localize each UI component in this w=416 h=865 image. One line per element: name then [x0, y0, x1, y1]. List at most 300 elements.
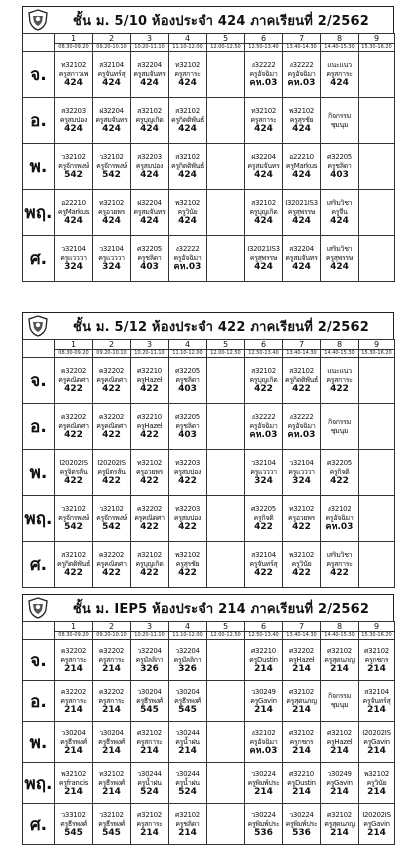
day-row	[23, 52, 395, 98]
subject-code: ส32203	[61, 107, 86, 115]
teacher-name: ครูสกาวเพ	[58, 70, 89, 78]
teacher-name: ครูพิมพ์ประ	[285, 819, 318, 828]
subject-code: ว32204	[175, 646, 200, 655]
period-number: 7	[283, 340, 321, 350]
room-number: 424	[140, 170, 159, 180]
class-cell	[283, 358, 321, 404]
subject-code: ศ32102	[289, 687, 314, 696]
teacher-name: ครูแวววา	[288, 468, 315, 476]
room-number: 214	[64, 663, 83, 674]
subject-code: ว32204	[137, 646, 162, 655]
room-number: 422	[330, 568, 349, 578]
room-number: 214	[254, 786, 273, 797]
class-cell	[131, 542, 169, 588]
period-number: 3	[131, 34, 169, 44]
class-cell	[169, 681, 207, 722]
teacher-name: ครูสุดนภญ	[324, 655, 355, 664]
room-number: 214	[330, 745, 349, 756]
period-number: 8	[321, 34, 359, 44]
day-label: ศ.	[23, 542, 55, 588]
teacher-name: ครูสมจันทร	[133, 208, 166, 216]
room-number: 214	[64, 745, 83, 756]
subject-code: เสริมวิชา	[326, 199, 353, 207]
subject-code: ศ32210	[251, 646, 276, 655]
subject-code: ค32202	[98, 646, 125, 655]
teacher-name: ครูน้ำฝน	[137, 778, 162, 787]
subject-code: ฝ32204	[137, 199, 162, 207]
teacher-name: ครูมิตรลัน	[97, 468, 126, 476]
teacher-name: ครูอัจฉิมา	[249, 70, 278, 78]
period-time: 10.20-11.10	[131, 44, 169, 52]
day-label: พฤ.	[23, 496, 55, 542]
room-number: 422	[292, 384, 311, 394]
day-label: พ.	[23, 144, 55, 190]
room-number: 422	[140, 522, 159, 532]
class-cell	[283, 98, 321, 144]
teacher-name: ครูจิตรลัน	[59, 468, 88, 476]
teacher-name: ครูกิตติพันธ์	[170, 162, 205, 170]
day-row	[23, 681, 395, 722]
subject-code: ว33102	[61, 810, 86, 819]
schedule-block	[22, 312, 394, 588]
class-cell	[169, 52, 207, 98]
subject-code: ส32204	[289, 245, 314, 253]
class-cell	[207, 98, 245, 144]
subject-code: ท32102	[98, 769, 125, 778]
class-cell	[321, 98, 359, 144]
room-number: 424	[254, 262, 273, 272]
teacher-name: ครูสการะ	[174, 70, 201, 78]
teacher-name: ครูHazel	[326, 737, 353, 746]
teacher-name: ครูกิจติ	[329, 468, 350, 476]
day-label: อ.	[23, 98, 55, 144]
subject-code: ส32104	[99, 61, 124, 69]
class-cell	[359, 144, 395, 190]
teacher-name: ครูGavin	[363, 819, 390, 828]
subject-code: ส32102	[251, 367, 276, 375]
room-number: 326	[140, 663, 159, 674]
period-number: 9	[359, 34, 395, 44]
room-number: 422	[330, 476, 349, 486]
period-number: 1	[55, 340, 93, 350]
class-cell	[207, 542, 245, 588]
teacher-name: ครูแวววา	[98, 254, 125, 262]
teacher-name: ครูกิตติพันธ์	[284, 376, 319, 384]
class-cell	[283, 144, 321, 190]
day-row	[23, 496, 395, 542]
teacher-name: ชุมนุม	[330, 426, 349, 435]
class-cell	[93, 98, 131, 144]
teacher-name: ครูสุพรรษ	[325, 254, 354, 262]
period-time: 12.50-13.40	[245, 632, 283, 640]
room-number: 214	[292, 704, 311, 715]
room-number: 326	[178, 663, 197, 674]
schedule-title: ชั้น ม. 5/10 ห้องประจำ 424 ภาคเรียนที่ 2/2562	[73, 13, 369, 29]
room-number: 545	[140, 704, 159, 715]
room-number: 422	[102, 568, 121, 578]
teacher-name: ครูจันทร์สุ	[249, 560, 278, 568]
class-cell	[245, 640, 283, 681]
subject-code: ศ32102	[327, 646, 352, 655]
period-number: 5	[207, 340, 245, 350]
subject-code: ท32102	[136, 459, 163, 467]
subject-code: ส32102	[289, 367, 314, 375]
timetable	[22, 339, 395, 588]
class-cell	[359, 542, 395, 588]
class-cell	[55, 236, 93, 282]
teacher-name: ครูชลิดา	[137, 254, 162, 262]
teacher-name: ครูGavin	[326, 778, 353, 787]
subject-code: แนะแนว	[327, 367, 352, 375]
teacher-name: ครูสการะ	[326, 376, 353, 384]
room-number: คห.03	[249, 745, 278, 756]
subject-code: ง32222	[251, 61, 276, 69]
period-number: 3	[131, 340, 169, 350]
teacher-name: ครูวินัย	[366, 778, 387, 787]
class-cell	[207, 404, 245, 450]
class-cell	[93, 52, 131, 98]
period-number: 9	[359, 340, 395, 350]
period-time: 12.50-13.40	[245, 44, 283, 52]
room-number: 422	[140, 476, 159, 486]
subject-code: ค32202	[98, 413, 125, 421]
class-cell	[55, 144, 93, 190]
teacher-name: ครูจันทร์สุ	[97, 70, 126, 78]
teacher-name: ครูDustin	[287, 778, 316, 787]
room-number: 542	[102, 170, 121, 180]
subject-code: ว30249	[251, 687, 276, 696]
class-cell	[131, 236, 169, 282]
class-cell	[131, 681, 169, 722]
room-number: 214	[102, 786, 121, 797]
class-cell	[245, 496, 283, 542]
room-number: 403	[178, 384, 197, 394]
period-number: 3	[131, 622, 169, 632]
subject-code: ว32104	[289, 459, 314, 467]
day-row	[23, 358, 395, 404]
subject-code: ศ32205	[327, 459, 352, 467]
class-cell	[359, 98, 395, 144]
class-cell	[321, 640, 359, 681]
class-cell	[207, 358, 245, 404]
teacher-name: ครูกิตติพันธ์	[170, 116, 205, 124]
class-cell	[321, 542, 359, 588]
class-cell	[321, 496, 359, 542]
class-cell	[207, 722, 245, 763]
room-number: 424	[330, 262, 349, 272]
subject-code: ศ32202	[289, 646, 314, 655]
class-cell	[321, 804, 359, 845]
class-cell	[321, 763, 359, 804]
teacher-name: ครูMarkus	[285, 162, 318, 170]
day-label: พ.	[23, 450, 55, 496]
period-time: 15.30-16.20	[359, 350, 395, 358]
subject-code: พ32102	[288, 551, 315, 559]
room-number: 424	[178, 216, 197, 226]
teacher-name: ครูธีรพงศ์	[98, 778, 125, 787]
teacher-name: ครูสมปอง	[135, 162, 164, 170]
class-cell	[283, 496, 321, 542]
period-number: 5	[207, 34, 245, 44]
period-number: 7	[283, 34, 321, 44]
subject-code: ว32102	[61, 505, 86, 513]
subject-code: แนะแนว	[327, 61, 352, 69]
schedule-title: ชั้น ม. IEP5 ห้องประจำ 214 ภาคเรียนที่ 2/2562	[72, 601, 370, 617]
subject-code: ศ32210	[137, 413, 162, 421]
subject-code: ส32102	[251, 199, 276, 207]
room-number: 536	[254, 827, 273, 838]
room-number: 214	[367, 663, 386, 674]
period-time: 08.30-09.20	[55, 44, 93, 52]
subject-code: ว32104	[61, 245, 86, 253]
class-cell	[131, 722, 169, 763]
room-number: 542	[64, 522, 83, 532]
subject-code: ส32102	[137, 551, 162, 559]
subject-code: ศ32205	[137, 245, 162, 253]
subject-code: กิจกรรม	[328, 111, 351, 120]
period-number: 1	[55, 34, 93, 44]
period-number: 6	[245, 340, 283, 350]
teacher-name: ครูสการะ	[60, 655, 87, 664]
teacher-name: ครูสุพรรษ	[249, 254, 278, 262]
school-emblem-icon	[27, 9, 49, 31]
subject-code: ค32202	[98, 551, 125, 559]
subject-code: ท32102	[288, 505, 315, 513]
class-cell	[93, 190, 131, 236]
teacher-name: ครูคณิตศา	[96, 376, 127, 384]
class-cell	[169, 236, 207, 282]
class-cell	[283, 722, 321, 763]
period-number-row	[23, 34, 395, 44]
room-number: 424	[178, 170, 197, 180]
subject-code: ท32102	[250, 107, 277, 115]
class-cell	[169, 144, 207, 190]
teacher-name: ครูสมจันทร	[247, 162, 280, 170]
class-cell	[93, 496, 131, 542]
class-cell	[93, 236, 131, 282]
class-cell	[169, 98, 207, 144]
room-number: 422	[102, 430, 121, 440]
subject-code: ศ32102	[364, 646, 389, 655]
subject-code: ส32102	[61, 551, 86, 559]
subject-code: ท32203	[174, 459, 201, 467]
period-number: 6	[245, 622, 283, 632]
subject-code: ง32102	[251, 728, 276, 737]
subject-code: ศ32205	[175, 367, 200, 375]
room-number: 524	[140, 786, 159, 797]
subject-code: กิจกรรม	[328, 417, 351, 426]
subject-code: ว32102	[99, 153, 124, 161]
period-number: 8	[321, 622, 359, 632]
subject-code: ศ32210	[137, 367, 162, 375]
class-cell	[283, 236, 321, 282]
room-number: 214	[64, 786, 83, 797]
subject-code: ส32102	[175, 153, 200, 161]
day-row	[23, 763, 395, 804]
subject-code: ท32203	[174, 505, 201, 513]
class-cell	[321, 681, 359, 722]
room-number: 214	[292, 745, 311, 756]
period-time: 12.50-13.40	[245, 350, 283, 358]
subject-code: พ32102	[174, 199, 201, 207]
teacher-name: ครูแวววา	[250, 468, 277, 476]
class-cell	[359, 804, 395, 845]
class-cell	[55, 496, 93, 542]
period-time-row	[23, 350, 395, 358]
class-cell	[93, 358, 131, 404]
room-number: 214	[292, 786, 311, 797]
teacher-name: ครูสมจันทร	[285, 254, 318, 262]
teacher-name: ครูคณิตศา	[96, 560, 127, 568]
class-cell	[283, 450, 321, 496]
schedule-header	[22, 312, 394, 339]
room-number: 424	[140, 78, 159, 88]
room-number: 214	[102, 745, 121, 756]
teacher-name: ครูกิตติพันธ์	[56, 560, 91, 568]
period-time: 13.40-14.30	[283, 632, 321, 640]
schedule-title: ชั้น ม. 5/12 ห้องประจำ 422 ภาคเรียนที่ 2/2562	[73, 319, 369, 335]
teacher-name: ครูจักรพงษ์	[96, 162, 127, 170]
room-number: 536	[292, 827, 311, 838]
class-cell	[283, 763, 321, 804]
teacher-name: ครูคณิตศา	[58, 376, 89, 384]
class-cell	[131, 358, 169, 404]
subject-code: ศ32102	[289, 728, 314, 737]
subject-code: ศ32102	[327, 810, 352, 819]
class-cell	[359, 450, 395, 496]
subject-code: เสริมวิชา	[326, 551, 353, 559]
subject-code: เสริมวิชา	[326, 245, 353, 253]
class-cell	[55, 190, 93, 236]
teacher-name: ครูHazel	[136, 376, 163, 384]
room-number: 424	[64, 78, 83, 88]
class-cell	[321, 144, 359, 190]
room-number: 214	[367, 827, 386, 838]
subject-code: I20202IS	[97, 459, 126, 467]
corner-cell	[23, 622, 55, 640]
class-cell	[169, 722, 207, 763]
teacher-name: ครูสการะ	[250, 116, 277, 124]
period-time: 09.20-10.10	[93, 44, 131, 52]
room-number: 214	[254, 704, 273, 715]
room-number: คห.03	[325, 522, 354, 532]
subject-code: ค32202	[98, 687, 125, 696]
class-cell	[131, 640, 169, 681]
class-cell	[283, 542, 321, 588]
day-row	[23, 190, 395, 236]
class-cell	[207, 236, 245, 282]
class-cell	[359, 496, 395, 542]
subject-code: ว30244	[175, 769, 200, 778]
teacher-name: ครูบุญเกิด	[135, 116, 164, 124]
class-cell	[245, 144, 283, 190]
subject-code: I32021IS3	[247, 245, 280, 253]
subject-code: ฝ32204	[99, 107, 124, 115]
teacher-name: ครูบุญเกิด	[249, 376, 278, 384]
teacher-name: ครูสุดนภญ	[324, 819, 355, 828]
period-number: 4	[169, 622, 207, 632]
room-number: 424	[64, 124, 83, 134]
teacher-name: ครูพิมพ์ประ	[247, 778, 280, 787]
teacher-name: ครูสการะ	[98, 655, 125, 664]
room-number: 424	[102, 78, 121, 88]
room-number: 424	[254, 216, 273, 226]
room-number: 542	[64, 170, 83, 180]
subject-code: ส32104	[251, 551, 276, 559]
class-cell	[359, 404, 395, 450]
teacher-name: ครูวินัย	[177, 208, 198, 216]
room-number: 422	[64, 430, 83, 440]
teacher-name: ครูพิมพ์ประ	[247, 819, 280, 828]
class-cell	[321, 404, 359, 450]
subject-code: ศ32205	[175, 413, 200, 421]
subject-code: ส32102	[137, 107, 162, 115]
teacher-name: ครูสการะ	[326, 70, 353, 78]
teacher-name: ครูน้ำฝน	[175, 778, 200, 787]
class-cell	[207, 804, 245, 845]
teacher-name: ครูจันทร์สุ	[362, 696, 391, 705]
room-number: คห.03	[173, 262, 202, 272]
class-cell	[55, 450, 93, 496]
school-emblem-icon	[27, 597, 49, 619]
day-row	[23, 236, 395, 282]
subject-code: ส32203	[137, 153, 162, 161]
subject-code: กิจกรรม	[328, 692, 351, 700]
room-number: 422	[178, 476, 197, 486]
teacher-name: ครูสมจันทร	[133, 70, 166, 78]
subject-code: ค32202	[98, 367, 125, 375]
class-cell	[283, 52, 321, 98]
subject-code: อ22210	[289, 153, 314, 161]
teacher-name: ครูธีรพงศ์	[60, 819, 87, 828]
room-number: 403	[330, 170, 349, 180]
period-number-row	[23, 340, 395, 350]
day-row	[23, 144, 395, 190]
class-cell	[207, 144, 245, 190]
room-number: 424	[292, 124, 311, 134]
teacher-name: ครูจักรพงษ์	[96, 514, 127, 522]
period-time: 12.00-12.50	[207, 632, 245, 640]
day-label: พฤ.	[23, 190, 55, 236]
teacher-name: ครูอัจฉิมา	[287, 422, 316, 430]
room-number: 324	[254, 476, 273, 486]
class-cell	[169, 640, 207, 681]
day-label: จ.	[23, 640, 55, 681]
teacher-name: ครูธีรพงศ์	[60, 737, 87, 746]
subject-code: ค32202	[60, 413, 87, 421]
class-cell	[169, 804, 207, 845]
class-cell	[93, 404, 131, 450]
room-number: คห.03	[249, 430, 278, 440]
room-number: 545	[102, 827, 121, 838]
class-cell	[359, 763, 395, 804]
teacher-name: ครูHazel	[136, 422, 163, 430]
subject-code: ว30204	[175, 687, 200, 696]
room-number: 214	[367, 704, 386, 715]
room-number: 424	[102, 216, 121, 226]
class-cell	[245, 722, 283, 763]
room-number: 214	[254, 663, 273, 674]
teacher-name: ครูกิจติ	[253, 514, 274, 522]
subject-code: ง32222	[175, 245, 200, 253]
class-cell	[93, 804, 131, 845]
corner-cell	[23, 34, 55, 52]
class-cell	[131, 190, 169, 236]
class-cell	[359, 52, 395, 98]
day-label: จ.	[23, 358, 55, 404]
class-cell	[245, 236, 283, 282]
class-cell	[93, 542, 131, 588]
